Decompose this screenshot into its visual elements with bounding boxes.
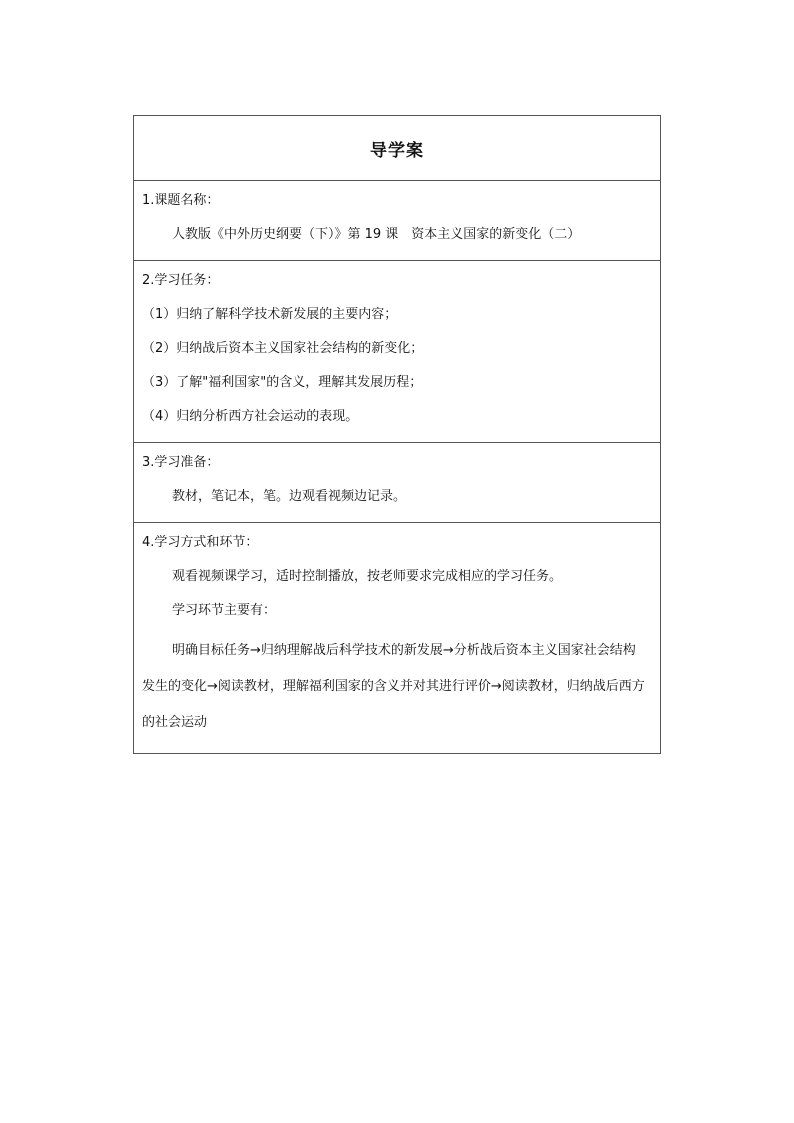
section-heading: 3.学习准备： <box>142 455 220 470</box>
task-item: （1）归纳了解科学技术新发展的主要内容； <box>142 307 398 322</box>
section-heading: 2.学习任务： <box>142 273 220 288</box>
preparation-section <box>134 442 660 522</box>
section-heading: 1.课题名称： <box>142 193 220 208</box>
learning-tasks-section <box>134 260 660 442</box>
lesson-name-text: 人教版《中外历史纲要（下）》第 19 课 资本主义国家的新变化（二） <box>172 227 581 242</box>
method-text: 观看视频课学习，适时控制播放，按老师要求完成相应的学习任务。 <box>172 569 563 584</box>
steps-subheading: 学习环节主要有： <box>172 603 277 618</box>
task-item: （2）归纳战后资本主义国家社会结构的新变化； <box>142 341 424 356</box>
preparation-text: 教材，笔记本，笔。边观看视频边记录。 <box>172 489 407 504</box>
task-item: （3）了解"福利国家"的含义，理解其发展历程； <box>142 375 423 390</box>
page-title: 导学案 <box>370 140 424 161</box>
study-guide-table <box>133 115 661 754</box>
lesson-name-section <box>134 180 660 260</box>
title-row <box>134 116 660 180</box>
steps-flow-text: 明确目标任务→归纳理解战后科学技术的新发展→分析战后资本主义国家社会结构发生的变化→阅读教材，理解福利国家的含义并对其进行评价→阅读教材，归纳战后西方的社会运动 <box>142 643 645 730</box>
section-heading: 4.学习方式和环节： <box>142 535 259 550</box>
task-item: （4）归纳分析西方社会运动的表现。 <box>142 409 359 424</box>
method-section <box>134 522 660 753</box>
